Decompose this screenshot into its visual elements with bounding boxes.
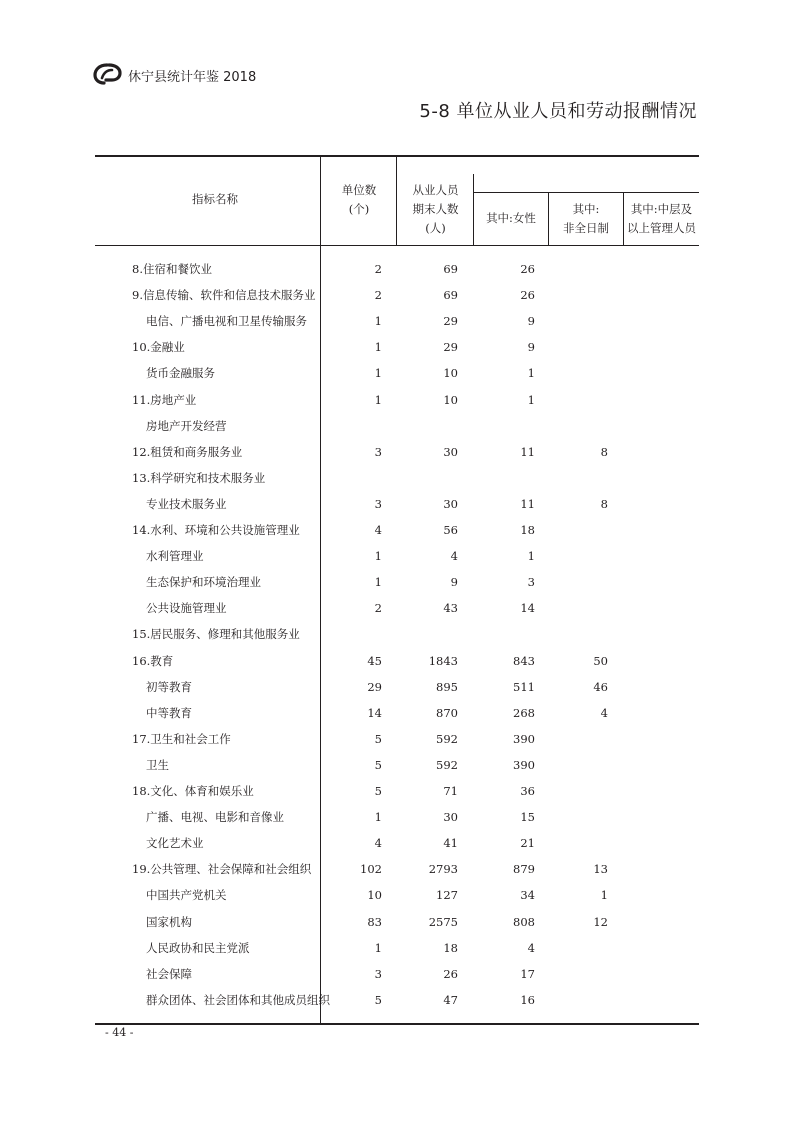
- row-units: 10: [367, 888, 382, 903]
- row-name: 群众团体、社会团体和其他成员组织: [146, 992, 330, 1007]
- row-units: 1: [374, 366, 382, 381]
- row-employees: 592: [436, 731, 458, 746]
- row-female: 15: [520, 810, 535, 825]
- row-female: 1: [527, 392, 535, 407]
- col-header-employees-line2: 期末人数: [412, 202, 459, 216]
- row-employees: 18: [443, 940, 458, 955]
- row-name: 初等教育: [146, 679, 192, 694]
- row-units: 45: [367, 653, 382, 668]
- row-employees: 29: [443, 314, 458, 329]
- row-female: 843: [513, 653, 535, 668]
- col-header-name: 指标名称: [192, 192, 238, 206]
- row-name: 中等教育: [146, 705, 192, 720]
- row-employees: 47: [443, 992, 458, 1007]
- table-row: [0, 308, 793, 334]
- row-employees: 10: [443, 366, 458, 381]
- table-row: [0, 543, 793, 569]
- row-name: 水利管理业: [146, 549, 204, 564]
- row-units: 1: [374, 549, 382, 564]
- row-units: 1: [374, 392, 382, 407]
- col-header-employees-line3: (人): [425, 221, 446, 235]
- row-employees: 69: [443, 288, 458, 303]
- row-female: 9: [527, 340, 535, 355]
- table-row: [0, 282, 793, 308]
- row-name: 8.住宿和餐饮业: [132, 262, 212, 276]
- header-bottom-rule: [95, 245, 699, 246]
- header-divider-1: [320, 155, 321, 245]
- table-top-rule: [95, 155, 699, 157]
- table-row: [0, 830, 793, 856]
- row-female: 11: [520, 496, 535, 511]
- row-units: 3: [374, 496, 382, 511]
- table-row: [0, 569, 793, 595]
- row-employees: 43: [443, 601, 458, 616]
- row-employees: 870: [436, 705, 458, 720]
- table-bottom-rule: [95, 1023, 699, 1025]
- row-name: 专业技术服务业: [146, 496, 227, 511]
- table-row: [0, 491, 793, 517]
- row-name: 12.租赁和商务服务业: [132, 444, 243, 459]
- row-female: 1: [527, 366, 535, 381]
- table-row: [0, 465, 793, 491]
- row-parttime: 8: [600, 444, 608, 459]
- row-units: 5: [374, 784, 382, 798]
- table-row: [0, 726, 793, 752]
- row-units: 2: [374, 601, 382, 616]
- row-name: 生态保护和环境治理业: [146, 575, 261, 590]
- table-row: [0, 909, 793, 935]
- row-units: 29: [367, 679, 382, 694]
- row-female: 9: [527, 314, 535, 329]
- header-sub-rule: [473, 192, 699, 193]
- row-female: 390: [513, 757, 535, 772]
- row-female: 808: [513, 914, 535, 929]
- row-employees: 4: [450, 549, 458, 564]
- row-units: 1: [374, 940, 382, 955]
- row-name: 公共设施管理业: [146, 601, 227, 616]
- col-header-units-line1: 单位数: [341, 183, 377, 197]
- col-header-management: [624, 200, 699, 238]
- table-row: [0, 778, 793, 804]
- table-row: [0, 439, 793, 465]
- row-name: 15.居民服务、修理和其他服务业: [132, 627, 300, 642]
- col-header-parttime-line2: 非全日制: [563, 221, 609, 235]
- table-row: [0, 621, 793, 647]
- row-units: 2: [374, 288, 382, 303]
- row-name: 文化艺术业: [146, 836, 204, 851]
- row-name: 中国共产党机关: [146, 888, 227, 903]
- row-units: 5: [374, 992, 382, 1007]
- row-units: 4: [374, 836, 382, 851]
- row-name: 国家机构: [146, 914, 192, 929]
- col-header-units: [322, 181, 396, 219]
- row-employees: 2575: [428, 914, 458, 929]
- row-units: 1: [374, 810, 382, 825]
- row-female: 879: [513, 862, 535, 877]
- row-employees: 30: [443, 444, 458, 459]
- row-female: 390: [513, 731, 535, 746]
- row-units: 5: [374, 757, 382, 772]
- row-name: 16.教育: [132, 653, 174, 668]
- table-row: [0, 517, 793, 543]
- row-name: 人民政协和民主党派: [146, 940, 250, 955]
- row-employees: 592: [436, 757, 458, 772]
- table-row: [0, 987, 793, 1013]
- col-header-parttime: [549, 200, 623, 238]
- row-parttime: 8: [600, 496, 608, 511]
- page-number: - 44 -: [105, 1026, 134, 1039]
- row-name: 11.房地产业: [132, 392, 197, 407]
- col-header-management-line2: 以上管理人员: [627, 221, 696, 235]
- row-female: 14: [520, 601, 535, 616]
- row-name: 电信、广播电视和卫星传输服务: [146, 314, 307, 329]
- row-units: 3: [374, 444, 382, 459]
- row-units: 1: [374, 575, 382, 590]
- row-female: 26: [520, 262, 535, 276]
- row-name: 19.公共管理、社会保障和社会组织: [132, 862, 312, 877]
- row-units: 3: [374, 966, 382, 981]
- table-row: [0, 595, 793, 621]
- row-name: 10.金融业: [132, 340, 185, 355]
- table-row: [0, 413, 793, 439]
- row-name: 社会保障: [146, 966, 192, 981]
- table-row: [0, 256, 793, 282]
- table-row: [0, 387, 793, 413]
- table-row: [0, 674, 793, 700]
- row-name: 货币金融服务: [146, 366, 215, 381]
- yearbook-logo-icon: [93, 62, 123, 86]
- row-units: 14: [367, 705, 382, 720]
- row-employees: 10: [443, 392, 458, 407]
- row-female: 1: [527, 549, 535, 564]
- col-header-units-line2: (个): [348, 202, 370, 216]
- row-name: 13.科学研究和技术服务业: [132, 470, 266, 485]
- row-female: 268: [513, 705, 535, 720]
- row-female: 16: [520, 992, 535, 1007]
- col-header-parttime-line1: 其中:: [572, 202, 600, 216]
- table-row: [0, 752, 793, 778]
- table-row: [0, 648, 793, 674]
- book-title: 休宁县统计年鉴 2018: [128, 70, 257, 85]
- row-employees: 30: [443, 810, 458, 825]
- row-name: 广播、电视、电影和音像业: [146, 810, 284, 825]
- col-header-employees: [398, 181, 473, 238]
- row-parttime: 46: [593, 679, 608, 694]
- row-employees: 71: [443, 784, 458, 798]
- table-row: [0, 700, 793, 726]
- row-female: 36: [520, 784, 535, 798]
- table-row: [0, 935, 793, 961]
- row-units: 4: [374, 523, 382, 537]
- row-units: 1: [374, 340, 382, 355]
- table-row: [0, 961, 793, 987]
- row-employees: 41: [443, 836, 458, 851]
- row-female: 11: [520, 444, 535, 459]
- row-employees: 56: [443, 523, 458, 537]
- col-header-management-line1: 其中:中层及: [630, 202, 693, 216]
- table-row: [0, 804, 793, 830]
- row-employees: 26: [443, 966, 458, 981]
- row-employees: 127: [436, 888, 458, 903]
- row-female: 511: [513, 679, 535, 694]
- table-row: [0, 360, 793, 386]
- header-divider-2: [396, 155, 397, 245]
- row-name: 房地产开发经营: [146, 418, 227, 433]
- row-employees: 9: [450, 575, 458, 590]
- table-row: [0, 882, 793, 908]
- row-employees: 895: [436, 679, 458, 694]
- row-employees: 30: [443, 496, 458, 511]
- table-row: [0, 334, 793, 360]
- row-units: 83: [367, 914, 382, 929]
- row-units: 1: [374, 314, 382, 329]
- row-female: 18: [520, 523, 535, 537]
- row-name: 14.水利、环境和公共设施管理业: [132, 523, 300, 537]
- row-name: 9.信息传输、软件和信息技术服务业: [132, 288, 316, 303]
- row-parttime: 12: [593, 914, 608, 929]
- row-name: 17.卫生和社会工作: [132, 731, 231, 746]
- row-units: 102: [360, 862, 382, 877]
- row-parttime: 1: [600, 888, 608, 903]
- col-header-female: 其中:女性: [486, 211, 536, 225]
- table-title: 5-8 单位从业人员和劳动报酬情况: [419, 101, 697, 122]
- row-employees: 69: [443, 262, 458, 276]
- row-female: 3: [527, 575, 535, 590]
- col-header-employees-line1: 从业人员: [412, 183, 459, 197]
- row-female: 34: [520, 888, 535, 903]
- row-female: 26: [520, 288, 535, 303]
- row-name: 卫生: [146, 757, 169, 772]
- row-parttime: 4: [600, 705, 608, 720]
- row-name: 18.文化、体育和娱乐业: [132, 784, 254, 798]
- row-parttime: 50: [593, 653, 608, 668]
- row-female: 4: [527, 940, 535, 955]
- row-units: 5: [374, 731, 382, 746]
- row-employees: 2793: [428, 862, 458, 877]
- row-employees: 1843: [428, 653, 458, 668]
- row-female: 21: [520, 836, 535, 851]
- row-parttime: 13: [593, 862, 608, 877]
- row-units: 2: [374, 262, 382, 276]
- row-female: 17: [520, 966, 535, 981]
- row-employees: 29: [443, 340, 458, 355]
- table-row: [0, 856, 793, 882]
